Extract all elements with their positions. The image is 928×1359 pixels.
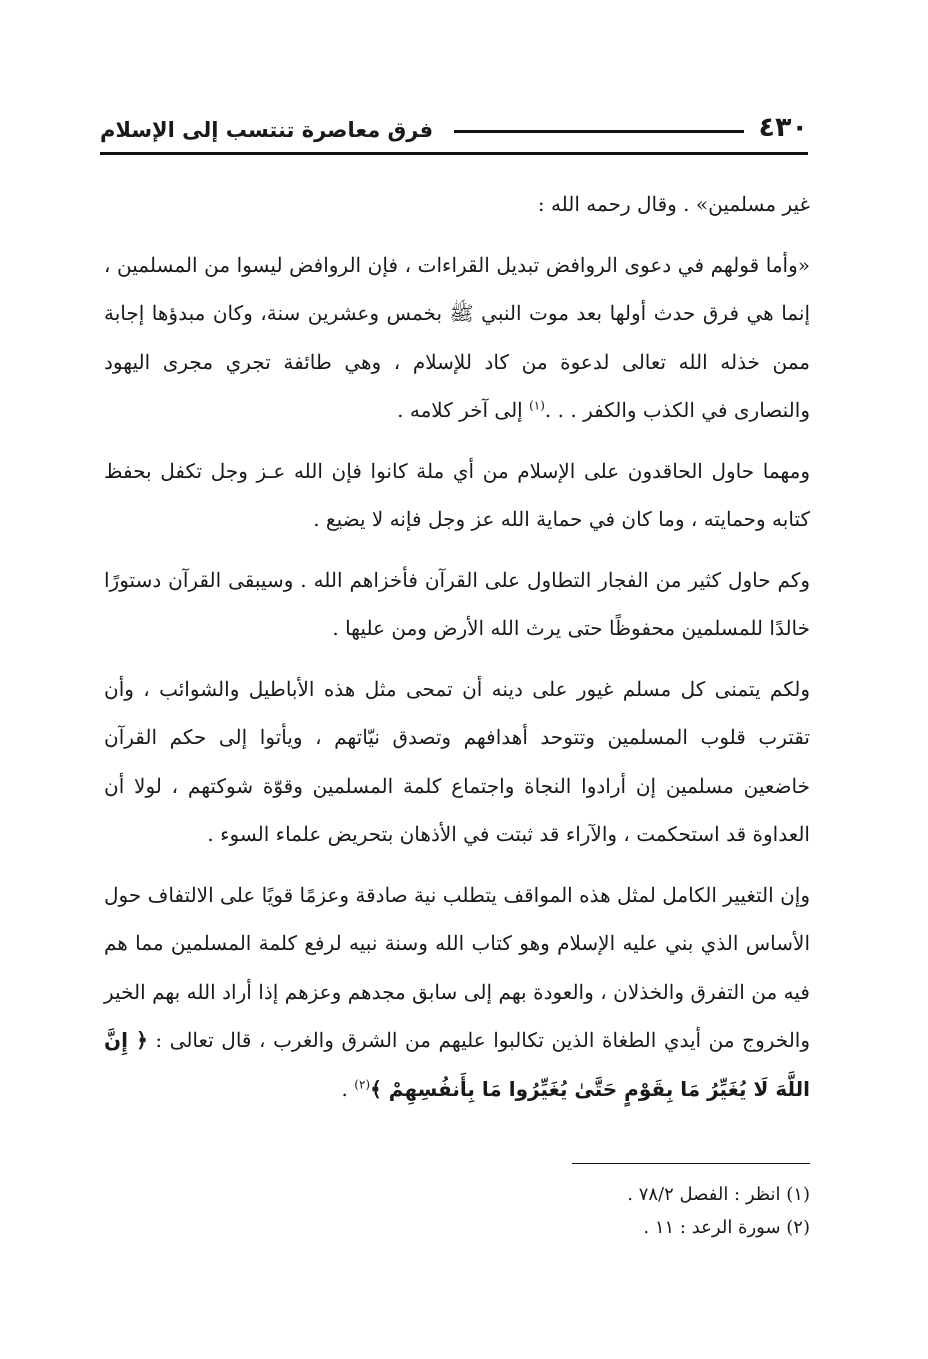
main-text xyxy=(104,180,810,1113)
paragraph-6-text: وإن التغيير الكامل لمثل هذه المواقف يتطلب نية صادقة وعزمًا قويًا على الالتفاف حول الأساس الذي بني عليه الإسلام وهو كتاب الله وسنة نبيه لرفع كلمة المسلمين مما هم فيه من التفرق والخذلان ، والعودة بهم إلى سابق مجدهم وعزهم إذا أراد الله بهم الخير والخروج من أيدي الطغاة الذين تكالبوا عليهم من الشرق والغرب ، قال تعالى : xyxy=(104,882,810,1052)
paragraph-2 xyxy=(104,241,810,435)
footnote-ref-1: (١) xyxy=(529,398,545,413)
running-title: فرق معاصرة تنتسب إلى الإسلام xyxy=(100,118,434,142)
quran-verse: ﴿ إِنَّ اللَّهَ لَا يُغَيِّرُ مَا بِقَوْمٍ حَتَّىٰ يُغَيِّرُوا مَا بِأَنفُسِهِمْ ﴾ xyxy=(104,1028,810,1101)
header-rule xyxy=(100,152,808,155)
paragraph-6-end: . xyxy=(341,1076,355,1101)
paragraph-2-text: «وأما قولهم في دعوى الروافض تبديل القراءات ، فإن الروافض ليسوا من المسلمين ، إنما هي فرق حدث أولها بعد موت النبي ﷺ بخمس وعشرين سنة، وكان مبدؤها إجابة ممن خذله الله تعالى لدعوة من كاد للإسلام ، وهي طائفة تجري مجرى اليهود والنصارى في الكذب والكفر . . . xyxy=(104,252,810,422)
paragraph-3: ومهما حاول الحاقدون على الإسلام من أي ملة كانوا فإن الله عـز وجل تكفل بحفظ كتابه وحمايته ، وما كان في حماية الله عز وجل فإنه لا يضيع . xyxy=(104,458,810,531)
header-dash xyxy=(454,130,744,133)
footnote-separator xyxy=(572,1163,810,1164)
footnote-2: (٢) سورة الرعد : ١١ . xyxy=(643,1217,810,1238)
footnotes xyxy=(210,1178,810,1244)
footnote-ref-2: (٢) xyxy=(354,1076,371,1091)
paragraph-2-end: إلى آخر كلامه . xyxy=(397,398,530,422)
paragraph-6 xyxy=(104,871,810,1114)
paragraph-4: وكم حاول كثير من الفجار التطاول على القرآن فأخزاهم الله . وسيبقى القرآن دستورًا خالدًا للمسلمين محفوظًا حتى يرث الله الأرض ومن عليها . xyxy=(104,567,810,640)
paragraph-1: غير مسلمين» . وقال رحمه الله : xyxy=(537,192,810,216)
page-header xyxy=(100,108,808,152)
page-number: ٤٣٠ xyxy=(758,112,808,143)
footnote-1: (١) انظر : الفصل ٧٨/٢ . xyxy=(627,1184,810,1205)
paragraph-5: ولكم يتمنى كل مسلم غيور على دينه أن تمحى مثل هذه الأباطيل والشوائب ، وأن تقترب قلوب المسلمين وتتوحد أهدافهم وتصدق نيّاتهم ، ويأتوا إلى حكم القرآن خاضعين مسلمين إن أرادوا النجاة واجتماع كلمة المسلمين وقوّة شوكتهم ، لولا أن العداوة قد استحكمت ، والآراء قد ثبتت في الأذهان بتحريض علماء السوء . xyxy=(104,676,810,846)
